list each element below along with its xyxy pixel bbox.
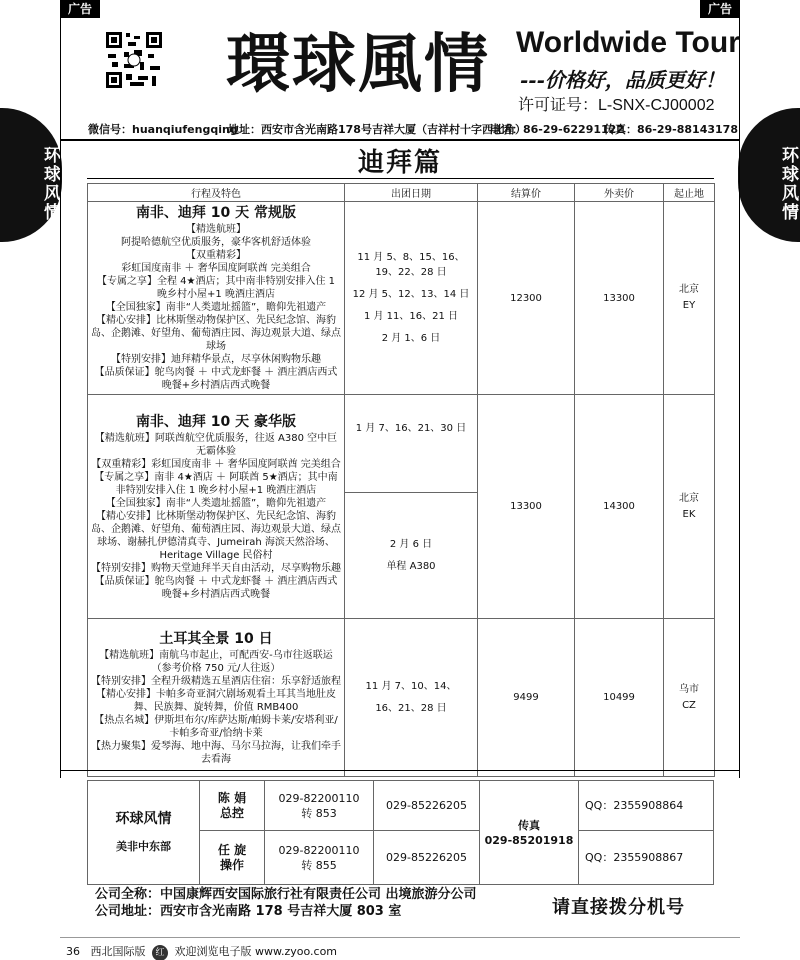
company-cell [88, 781, 200, 885]
feature-line: 【热力聚集】爱琴海、地中海、马尔马拉海，让我们牵手去看海 [91, 740, 341, 765]
header-departure: 起止地 [664, 184, 715, 202]
retail-price: 10499 [575, 619, 664, 777]
side-tab-right: 环球风情 [738, 108, 800, 242]
airline-code: CZ [682, 699, 696, 711]
date-line: 单程 A380 [386, 561, 436, 572]
brand-logo-text: 環球風情 [226, 27, 490, 102]
route-title: 南非、迪拜 10 天 豪华版 [135, 413, 297, 430]
brand-english: Worldwide Tour [516, 26, 740, 59]
feature-line: 【双重精彩】 [186, 250, 246, 261]
feature-line: 【专属之享】全程 4★酒店；其中南非特别安排入住 1 晚乡村小屋+1 晚酒庄酒店 [96, 276, 336, 300]
departure-city: 乌市 [679, 683, 699, 695]
agency-fax: 传真：86-29-88143178 [604, 123, 738, 136]
feature-line: 【精心安排】比林斯堡动物保护区、先民纪念馆、海豹岛、企鹅滩、好望角、葡萄酒庄园、海边观景大道、绿点球场、谢赫扎伊德清真寺、Jumeirah 海滨天然浴场、Heritage Village 民俗村 [91, 510, 341, 561]
company-address: 公司地址：西安市含光南路 178 号吉祥大厦 803 室 [95, 904, 402, 919]
phone-cell [265, 831, 374, 885]
date-line: 16、21、28 日 [375, 703, 447, 714]
feature-line: 【热点名城】伊斯坦布尔/库萨达斯/帕姆卡莱/安塔利亚/卡帕多奇亚/恰纳卡莱 [94, 714, 338, 739]
fax-label: 传真 [518, 818, 540, 832]
phone-number: 029-82200110 [278, 791, 360, 805]
route-title: 土耳其全景 10 日 [159, 630, 273, 647]
direct-phone: 029-85226205 [374, 831, 480, 885]
feature-line: 【精选航班】 [186, 224, 246, 235]
agency-phone: 电话：86-29-62291122 [490, 123, 624, 136]
table-row [88, 619, 715, 777]
dates-cell [345, 619, 478, 777]
company-info [95, 886, 477, 920]
feature-line: 【专属之享】南非 4★酒店 ＋ 阿联酋 5★酒店；其中南非特别安排入住 1 晚乡村小屋+1 晚酒庄酒店 [94, 471, 338, 496]
feature-line: 【品质保证】鸵鸟肉餐 ＋ 中式龙虾餐 ＋ 酒庄酒店西式晚餐+乡村酒店西式晚餐 [94, 575, 338, 600]
retail-price: 14300 [575, 395, 664, 619]
dates-cell [345, 493, 478, 619]
retail-price: 13300 [575, 202, 664, 395]
feature-line: 【精心安排】比林斯堡动物保护区、先民纪念馆、海豹岛、企鹅滩、好望角、葡萄酒庄园、海边观景大道、绿点球场 [91, 315, 341, 352]
section-title: 迪拜篇 [357, 148, 442, 178]
airline-code: EY [682, 300, 696, 311]
route-title: 南非、迪拜 10 天 常规版 [135, 205, 297, 221]
table-row [88, 202, 715, 395]
feature-line: 彩虹国度南非 ＋ 奢华国度阿联酋 完美组合 [121, 263, 311, 274]
settle-price: 12300 [478, 202, 575, 395]
footer-divider [60, 937, 740, 938]
qq-number: QQ：2355908867 [579, 831, 714, 885]
direct-phone: 029-85226205 [374, 781, 480, 831]
fax-number: 029-85201918 [484, 833, 574, 847]
contact-row [88, 781, 714, 831]
settle-price: 13300 [478, 395, 575, 619]
side-tab-left: 环球风情 [0, 108, 62, 242]
feature-line: 【品质保证】鸵鸟肉餐 ＋ 中式龙虾餐 ＋ 酒庄酒店西式晚餐+乡村酒店西式晚餐 [94, 367, 338, 391]
dates-cell [345, 202, 478, 395]
title-divider [87, 178, 714, 179]
departure-cell [664, 202, 715, 395]
header-retail-price: 外卖价 [575, 184, 664, 202]
contact-table [87, 780, 714, 885]
date-line: 2 月 6 日 [389, 539, 433, 550]
phone-extension: 转 853 [301, 806, 337, 820]
feature-line: 阿提哈德航空优质服务，豪华客机舒适体验 [121, 237, 311, 248]
date-line: 11 月 7、10、14、 [365, 681, 457, 692]
fax-cell [480, 781, 579, 885]
itinerary-cell [88, 395, 345, 619]
slogan: ---价格好，品质更好！ [520, 68, 725, 92]
call-notice: 请直接拨分机号 [552, 897, 685, 918]
wechat-id: 微信号：huanqiufengqing [88, 123, 238, 136]
feature-line: 【精选航班】阿联酋航空优质服务，往返 A380 空中巨无霸体验 [94, 432, 338, 457]
dates-cell [345, 395, 478, 493]
ad-label-left: 广告 [60, 0, 100, 18]
feature-line: 【特别安排】全程升级精选五星酒店住宿：乐享舒适旅程 [91, 675, 341, 687]
qq-number: QQ：2355908864 [579, 781, 714, 831]
contact-department: 美非中东部 [116, 839, 171, 853]
hong-badge-icon: 红 [152, 945, 168, 960]
itinerary-cell [88, 202, 345, 395]
departure-cell [664, 395, 715, 619]
feature-line: 【精心安排】卡帕多奇亚洞穴剧场观看土耳其当地肚皮舞、民族舞、旋转舞，价值 RMB400 [96, 688, 336, 713]
feature-line: 【特别安排】迪拜精华景点，尽享休闲购物乐趣 [111, 354, 321, 365]
itinerary-table [87, 183, 715, 777]
feature-line: 【精选航班】南航乌市起止，可配西安-乌市往返联运（参考价格 750 元/人往返） [99, 649, 333, 674]
departure-city: 北京 [679, 492, 699, 504]
agency-address: 地址：西安市含光南路178号吉祥大厦（吉祥村十字西北角） [228, 123, 526, 136]
header-itinerary: 行程及特色 [88, 184, 345, 202]
contact-company: 环球风情 [115, 810, 172, 827]
company-full-name: 公司全称：中国康辉西安国际旅行社有限责任公司 出境旅游分公司 [95, 887, 477, 902]
table-header-row [88, 184, 715, 202]
person-cell [200, 831, 265, 885]
table-row [88, 395, 715, 493]
feature-line: 【全国独家】南非“人类遗址摇篮”，瞻仰先祖遗产 [105, 497, 327, 509]
header-settle-price: 结算价 [478, 184, 575, 202]
body-divider [60, 770, 740, 771]
feature-line: 【全国独家】南非“人类遗址摇篮”，瞻仰先祖遗产 [105, 302, 327, 313]
settle-price: 9499 [478, 619, 575, 777]
header-dates: 出团日期 [345, 184, 478, 202]
person-name: 陈 娟 [217, 790, 247, 805]
date-line: 11 月 5、8、15、16、19、22、28 日 [357, 252, 465, 278]
phone-extension: 转 855 [301, 858, 337, 872]
license-number: 许可证号：L-SNX-CJ00002 [518, 97, 715, 114]
edition-name: 西北国际版 [90, 945, 146, 958]
person-name: 任 旋 [217, 842, 247, 857]
phone-cell [265, 781, 374, 831]
page-number: 36 [66, 945, 80, 958]
person-role: 操作 [219, 857, 244, 872]
departure-cell [664, 619, 715, 777]
date-line: 12 月 5、12、13、14 日 [352, 289, 470, 300]
person-role: 总控 [219, 805, 244, 820]
website-link[interactable]: 欢迎浏览电子版 www.zyoo.com [174, 945, 338, 958]
header-divider [60, 139, 740, 141]
feature-line: 【特别安排】购物天堂迪拜半天自由活动，尽享购物乐趣 [91, 562, 341, 574]
date-line: 2 月 1、6 日 [381, 333, 441, 344]
date-line: 1 月 7、16、21、30 日 [355, 423, 467, 434]
airline-code: EK [682, 508, 696, 520]
page-footer [66, 943, 337, 960]
departure-city: 北京 [679, 284, 699, 295]
qr-code-icon [104, 30, 164, 112]
date-line: 1 月 11、16、21 日 [363, 311, 459, 322]
itinerary-cell [88, 619, 345, 777]
person-cell [200, 781, 265, 831]
ad-label-right: 广告 [700, 0, 740, 18]
phone-number: 029-82200110 [278, 843, 360, 857]
feature-line: 【双重精彩】彩虹国度南非 ＋ 奢华国度阿联酋 完美组合 [91, 458, 341, 470]
